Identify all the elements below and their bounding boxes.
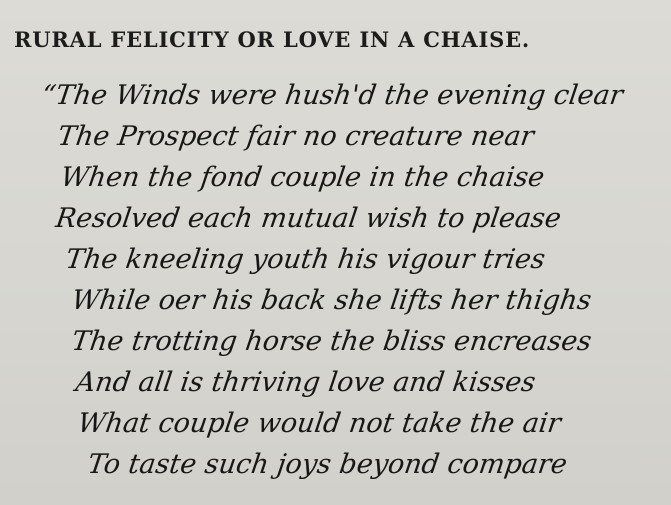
poem-line: While oer his back she lifts her thighs: [69, 285, 594, 316]
poem-line: The kneeling youth his vigour tries: [63, 244, 548, 275]
poem-line: And all is thriving love and kisses: [73, 367, 538, 398]
poem-line: What couple would not take the air: [75, 408, 563, 439]
poem-line: “The Winds were hush'd the evening clear: [39, 80, 625, 111]
poem-line: The trotting horse the bliss encreases: [69, 326, 594, 357]
poem-line: Resolved each mutual wish to please: [53, 203, 564, 234]
poem-title: RURAL FELICITY OR LOVE IN A CHAISE.: [14, 27, 531, 52]
poem-line: When the fond couple in the chaise: [58, 162, 547, 193]
poem-line: To taste such joys beyond compare: [85, 449, 570, 480]
poem-line: The Prospect fair no creature near: [55, 121, 536, 152]
poem-body: [39, 75, 662, 485]
